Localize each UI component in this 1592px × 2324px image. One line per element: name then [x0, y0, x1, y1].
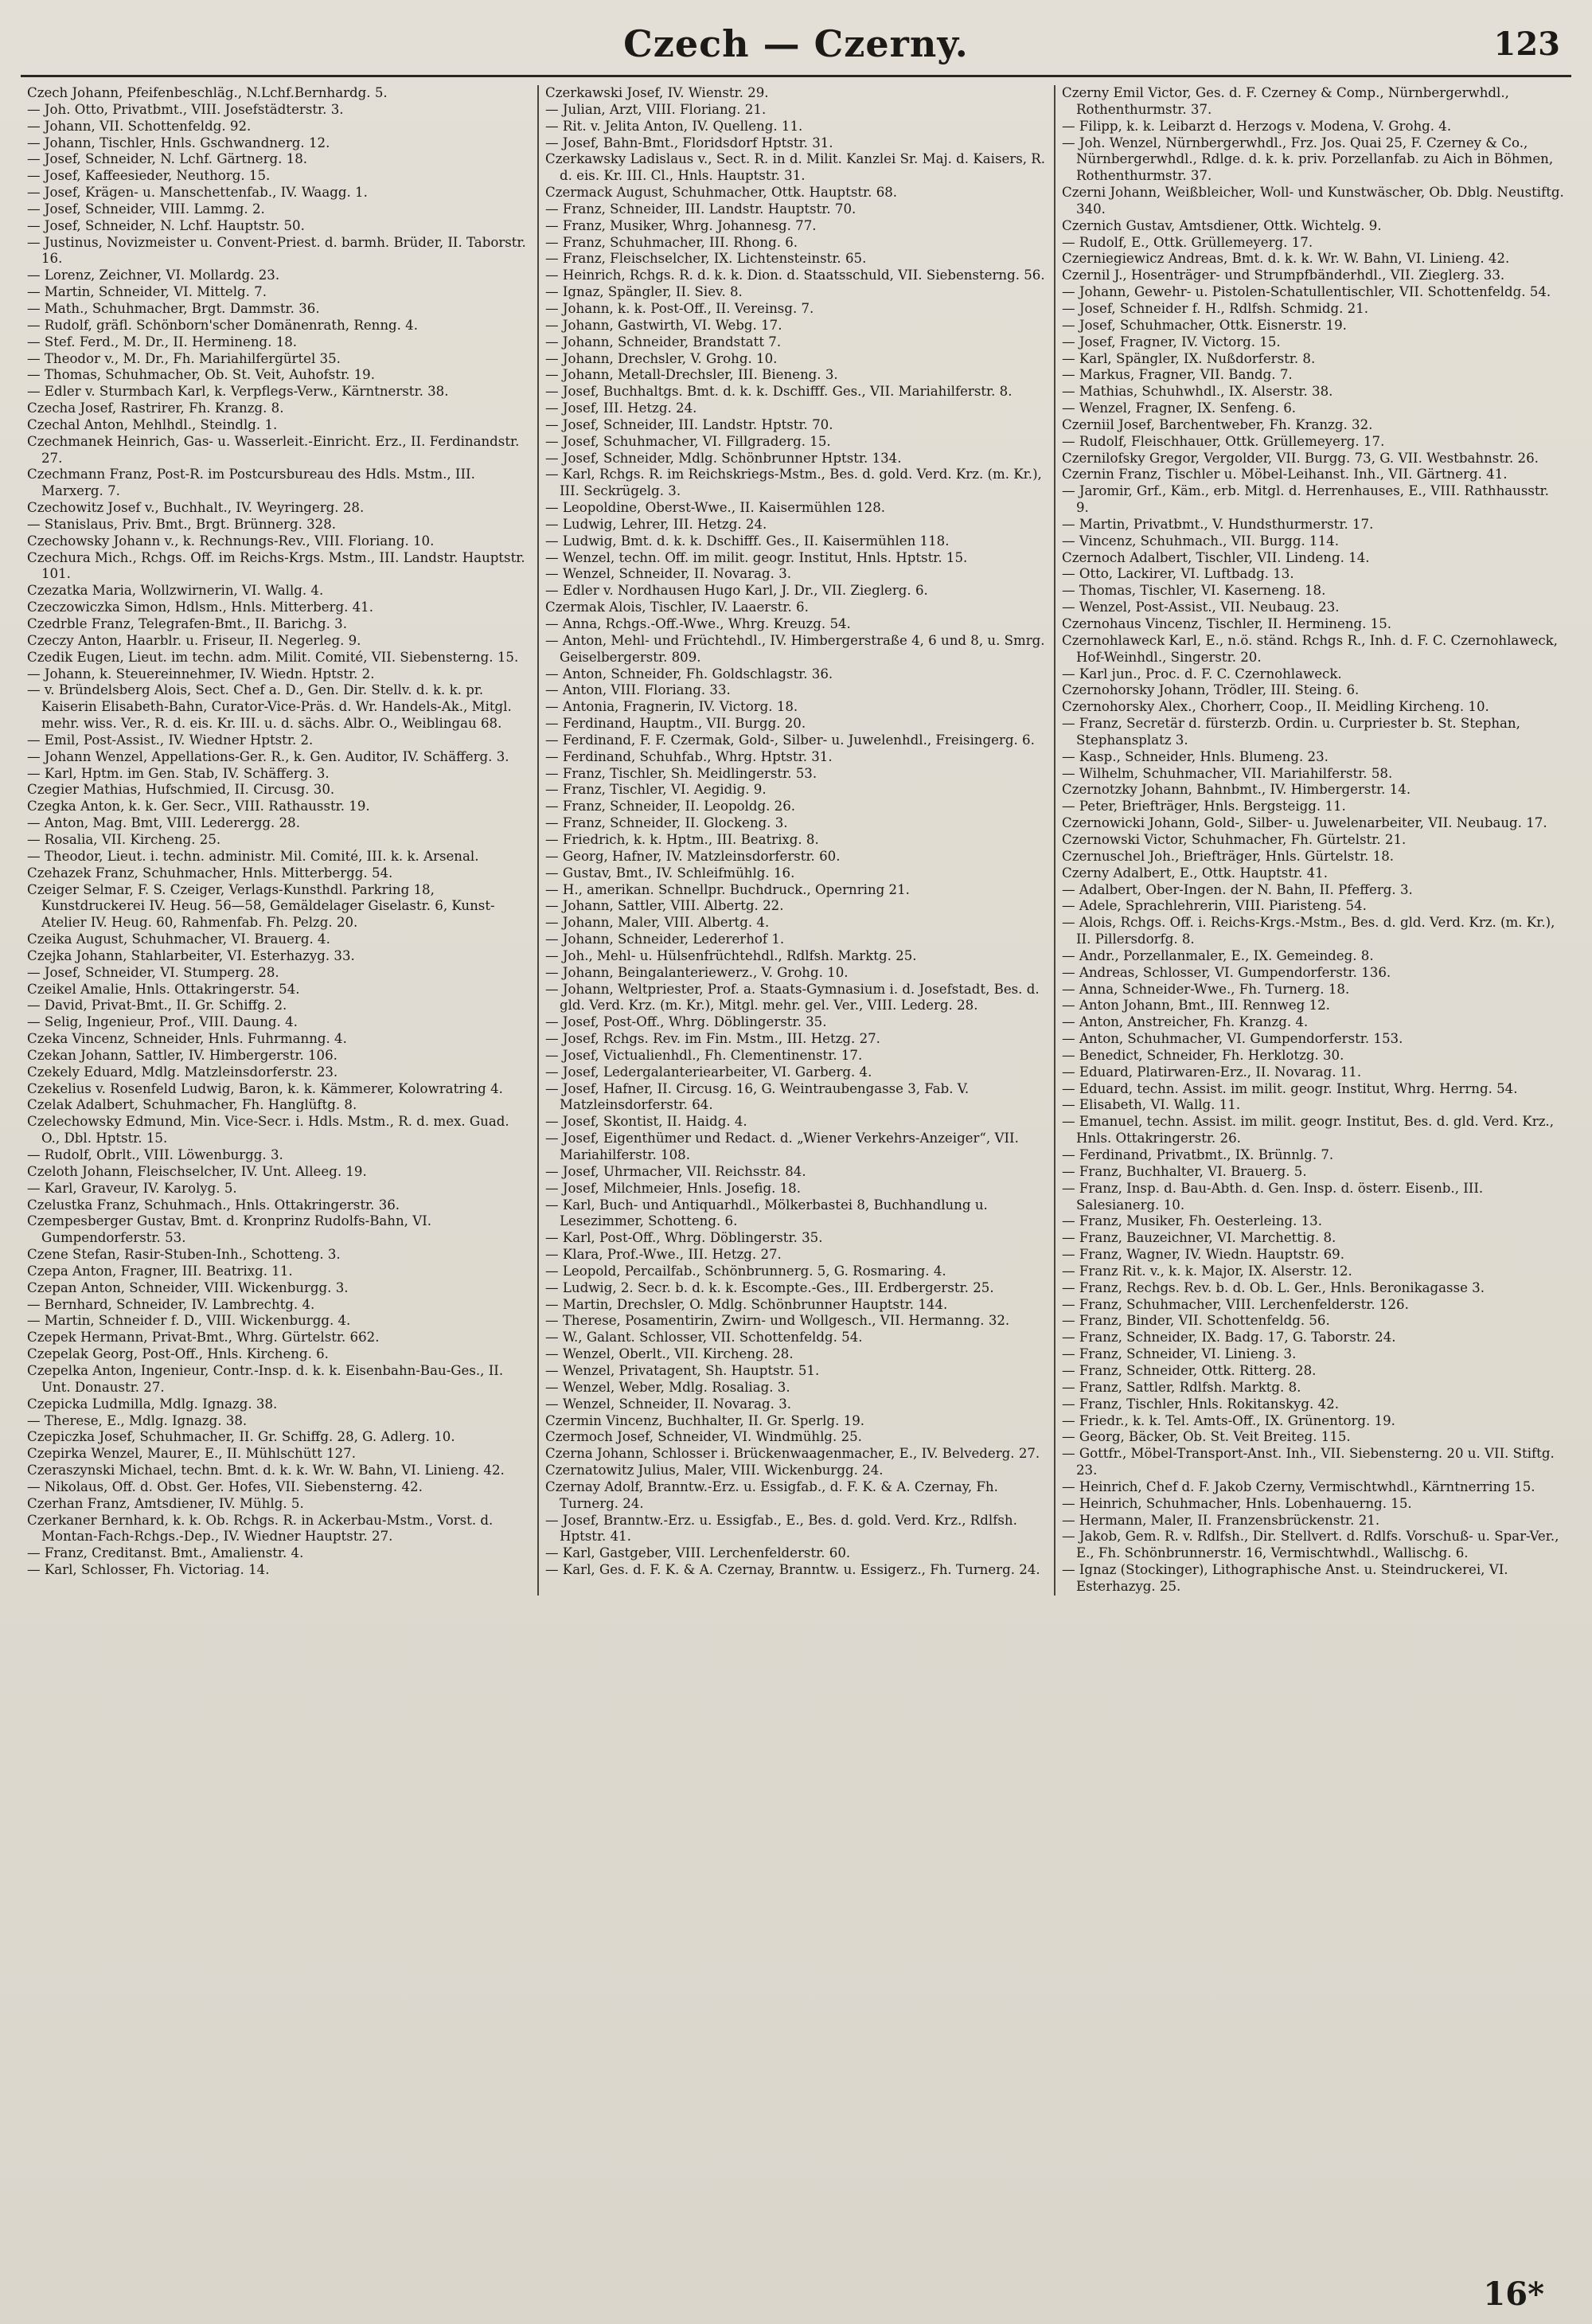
directory-entry: Czegier Mathias, Hufschmied, II. Circusg. 30. [27, 782, 335, 798]
column-middle [537, 85, 1054, 1596]
directory-entry: — Emanuel, techn. Assist. im milit. geogr. Institut, Bes. d. gld. Verd. Krz., Hnls. Ottakringerstr. 26. [1062, 1114, 1554, 1146]
directory-entry: — Georg, Hafner, IV. Matzleinsdorferstr. 60. [545, 848, 841, 864]
page-title: Czech — Czerny. [623, 22, 969, 65]
directory-entry: — Josef, Post-Off., Whrg. Döblingerstr. 35. [545, 1014, 827, 1030]
directory-entry: Czernich Gustav, Amtsdiener, Ottk. Wichtelg. 9. [1062, 217, 1382, 233]
directory-entry: — Franz, Sattler, Rdlfsh. Marktg. 8. [1062, 1379, 1301, 1395]
directory-entry: — Franz, Rechgs. Rev. b. d. Ob. L. Ger., Hnls. Beronikagasse 3. [1062, 1279, 1485, 1295]
directory-entry: Czepan Anton, Schneider, VIII. Wickenburgg. 3. [27, 1279, 349, 1295]
directory-entry: — Ludwig, Lehrer, III. Hetzg. 24. [545, 516, 767, 532]
directory-entry: Czeczowiczka Simon, Hdlsm., Hnls. Mitterberg. 41. [27, 600, 374, 615]
directory-entry: — Johann, Gastwirth, VI. Webg. 17. [545, 317, 782, 333]
directory-entry: — Edler v. Sturmbach Karl, k. Verpflegs-Verw., Kärntnerstr. 38. [27, 384, 449, 400]
directory-entry: — Franz, Schneider, II. Leopoldg. 26. [545, 799, 796, 814]
directory-entry: — W., Galant. Schlosser, VII. Schottenfeldg. 54. [545, 1330, 863, 1346]
directory-entry: — Johann, Tischler, Hnls. Gschwandnerg. 12. [27, 135, 330, 150]
directory-entry: — Josef, Bahn-Bmt., Floridsdorf Hptstr. 31. [545, 135, 833, 150]
directory-entry: — Karl, Rchgs. R. im Reichskriegs-Mstm., Bes. d. gold. Verd. Krz. (m. Kr.), III. Seckrügelg. 3. [545, 467, 1042, 499]
directory-entry: — Andreas, Schlosser, VI. Gumpendorferstr. 136. [1062, 964, 1391, 980]
directory-entry: — Johann, Weltpriester, Prof. a. Staats-Gymnasium i. d. Josefstadt, Bes. d. gld. Verd. Krz. (m. Kr.), Mitgl. mehr. gel. Ver., VIII. Lederg. 28. [545, 981, 1040, 1014]
directory-entry: — Mathias, Schuhwhdl., IX. Alserstr. 38. [1062, 384, 1333, 400]
directory-entry: Czernoch Adalbert, Tischler, VII. Lindeng. 14. [1062, 549, 1370, 565]
directory-entry: Czekan Johann, Sattler, IV. Himbergerstr. 106. [27, 1047, 338, 1063]
directory-entry: — Karl, Gastgeber, VIII. Lerchenfelderstr. 60. [545, 1545, 851, 1561]
directory-entry: — Jakob, Gem. R. v. Rdlfsh., Dir. Stellvert. d. Rdlfs. Vorschuß- u. Spar-Ver., E., Fh. Schönbrunnerstr. 16, Vermischtwhdl., Wallischg. 6. [1062, 1529, 1559, 1561]
directory-entry: — Rudolf, E., Ottk. Grüllemeyerg. 17. [1062, 234, 1313, 250]
directory-entry: Czechowitz Josef v., Buchhalt., IV. Weyringerg. 28. [27, 500, 365, 516]
directory-entry: — Ferdinand, Privatbmt., IX. Brünnlg. 7. [1062, 1147, 1334, 1162]
directory-entry: — Rosalia, VII. Kircheng. 25. [27, 831, 221, 847]
directory-entry: — Karl, Spängler, IX. Nußdorferstr. 8. [1062, 350, 1316, 366]
directory-entry: — Theodor, Lieut. i. techn. administr. Mil. Comité, III. k. k. Arsenal. [27, 848, 479, 864]
directory-entry: — Rit. v. Jelita Anton, IV. Quelleng. 11. [545, 118, 803, 134]
directory-entry: — Lorenz, Zeichner, VI. Mollardg. 23. [27, 268, 280, 283]
directory-entry: Czech Johann, Pfeifenbeschläg., N.Lchf.Bernhardg. 5. [27, 85, 388, 100]
directory-entry: — Anton, Mag. Bmt, VIII. Lederergg. 28. [27, 815, 300, 831]
directory-entry: — Leopold, Percailfab., Schönbrunnerg. 5, G. Rosmaring. 4. [545, 1263, 946, 1279]
directory-entry: — Ferdinand, Schuhfab., Whrg. Hptstr. 31. [545, 748, 833, 764]
directory-entry: Czepirka Wenzel, Maurer, E., II. Mühlschütt 127. [27, 1446, 356, 1462]
directory-entry: — Karl, Buch- und Antiquarhdl., Mölkerbastei 8, Buchhandlung u. Lesezimmer, Schotteng. 6. [545, 1197, 988, 1229]
directory-entry: — Josef, III. Hetzg. 24. [545, 400, 697, 416]
directory-entry: — Karl, Schlosser, Fh. Victoriag. 14. [27, 1562, 270, 1578]
directory-entry: — Josef, Schneider, III. Landstr. Hptstr. 70. [545, 416, 833, 432]
directory-entry: Czechal Anton, Mehlhdl., Steindlg. 1. [27, 416, 278, 432]
directory-entry: Czeczy Anton, Haarblr. u. Friseur, II. Negerleg. 9. [27, 632, 361, 648]
directory-entry: — Wenzel, techn. Off. im milit. geogr. Institut, Hnls. Hptstr. 15. [545, 549, 968, 565]
directory-entry: Czepicka Ludmilla, Mdlg. Ignazg. 38. [27, 1396, 278, 1412]
directory-entry: — Franz, Secretär d. fürsterzb. Ordin. u. Curpriester b. St. Stephan, Stephansplatz 3. [1062, 716, 1520, 748]
directory-entry: — Julian, Arzt, VIII. Floriang. 21. [545, 101, 767, 117]
directory-entry: — Georg, Bäcker, Ob. St. Veit Breiteg. 115. [1062, 1429, 1351, 1445]
directory-entry: Czejka Johann, Stahlarbeiter, VI. Esterhazyg. 33. [27, 947, 355, 963]
directory-entry: — Bernhard, Schneider, IV. Lambrechtg. 4. [27, 1296, 315, 1312]
directory-entry: — Theodor v., M. Dr., Fh. Mariahilfergürtel 35. [27, 350, 341, 366]
directory-entry: — Josef, Kaffeesieder, Neuthorg. 15. [27, 168, 271, 184]
directory-entry: — Josef, Buchhaltgs. Bmt. d. k. k. Dschifff. Ges., VII. Mariahilferstr. 8. [545, 384, 1013, 400]
directory-entry: — Filipp, k. k. Leibarzt d. Herzogs v. Modena, V. Grohg. 4. [1062, 118, 1452, 134]
directory-entry: — Anton, VIII. Floriang. 33. [545, 682, 731, 698]
directory-entry: — Johann, Schneider, Brandstatt 7. [545, 334, 782, 350]
directory-entry: — Josef, Schneider, VIII. Lammg. 2. [27, 201, 265, 217]
directory-entry: — Friedrich, k. k. Hptm., III. Beatrixg. 8. [545, 831, 819, 847]
directory-entry: — Franz, Tischler, Sh. Meidlingerstr. 53. [545, 765, 817, 781]
directory-entry: — Franz, Tischler, VI. Aegidig. 9. [545, 782, 767, 798]
directory-entry: — Franz, Musiker, Whrg. Johannesg. 77. [545, 217, 817, 233]
directory-entry: — David, Privat-Bmt., II. Gr. Schiffg. 2. [27, 998, 287, 1014]
directory-entry: — Therese, E., Mdlg. Ignazg. 38. [27, 1412, 248, 1428]
directory-entry: — Franz, Binder, VII. Schottenfeldg. 56. [1062, 1313, 1330, 1329]
directory-entry: Czermak Alois, Tischler, IV. Laaerstr. 6. [545, 600, 809, 615]
directory-entry: — Wenzel, Schneider, II. Novarag. 3. [545, 566, 792, 582]
directory-entry: — Johann, Metall-Drechsler, III. Bieneng. 3. [545, 367, 838, 383]
directory-entry: — Josef, Schneider, VI. Stumperg. 28. [27, 964, 279, 980]
directory-entry: Czechmann Franz, Post-R. im Postcursbureau des Hdls. Mstm., III. Marxerg. 7. [27, 467, 475, 499]
directory-entry: — Klara, Prof.-Wwe., III. Hetzg. 27. [545, 1247, 782, 1263]
directory-entry: Czeka Vincenz, Schneider, Hnls. Fuhrmanng. 4. [27, 1031, 347, 1047]
directory-entry: Czernatowitz Julius, Maler, VIII. Wickenburgg. 24. [545, 1463, 884, 1478]
directory-entry: — Andr., Porzellanmaler, E., IX. Gemeindeg. 8. [1062, 947, 1374, 963]
directory-entry: — Thomas, Schuhmacher, Ob. St. Veit, Auhofstr. 19. [27, 367, 376, 383]
directory-entry: Czempesberger Gustav, Bmt. d. Kronprinz Rudolfs-Bahn, VI. Gumpendorferstr. 53. [27, 1213, 432, 1246]
directory-entry: Czerna Johann, Schlosser i. Brückenwaagenmacher, E., IV. Belvederg. 27. [545, 1446, 1040, 1462]
page-number: 123 [1493, 25, 1560, 63]
directory-entry: Czechowsky Johann v., k. Rechnungs-Rev., VIII. Floriang. 10. [27, 533, 435, 549]
directory-entry: — Johann, VII. Schottenfeldg. 92. [27, 118, 252, 134]
directory-entry: Czepa Anton, Fragner, III. Beatrixg. 11. [27, 1263, 293, 1279]
directory-entry: — Therese, Posamentirin, Zwirn- und Wollgesch., VII. Hermanng. 32. [545, 1313, 1010, 1329]
directory-entry: Czeikel Amalie, Hnls. Ottakringerstr. 54. [27, 981, 300, 997]
directory-entry: Czerkaner Bernhard, k. k. Ob. Rchgs. R. in Ackerbau-Mstm., Vorst. d. Montan-Fach-Rchgs.-Dep., IV. Wiedner Hauptstr. 27. [27, 1512, 494, 1545]
directory-entry: — Joh. Wenzel, Nürnbergerwhdl., Frz. Jos. Quai 25, F. Czerney & Co., Nürnbergerwhdl., Rdlge. d. k. k. priv. Porzellanfab. zu Aich in Böhmen, Rothenthurmstr. 37. [1062, 135, 1554, 184]
directory-entry: — Josef, Uhrmacher, VII. Reichsstr. 84. [545, 1163, 806, 1179]
directory-entry: — Elisabeth, VI. Wallg. 11. [1062, 1097, 1241, 1113]
directory-entry: — Anton, Schneider, Fh. Goldschlagstr. 36. [545, 666, 833, 682]
directory-entry: — Karl, Hptm. im Gen. Stab, IV. Schäfferg. 3. [27, 765, 330, 781]
directory-entry: — Franz, Fleischselcher, IX. Lichtensteinstr. 65. [545, 251, 867, 267]
directory-entry: Czechmanek Heinrich, Gas- u. Wasserleit.-Einricht. Erz., II. Ferdinandstr. 27. [27, 433, 520, 466]
directory-entry: Czernohlaweck Karl, E., n.ö. ständ. Rchgs R., Inh. d. F. C. Czernohlaweck, Hof-Weinhdl., Singerstr. 20. [1062, 632, 1558, 665]
directory-entry: — Josef, Ledergalanteriearbeiter, VI. Garberg. 4. [545, 1064, 872, 1080]
directory-entry: — Johann, Drechsler, V. Grohg. 10. [545, 350, 778, 366]
directory-entry: Czernohaus Vincenz, Tischler, II. Hermineng. 15. [1062, 616, 1392, 631]
directory-entry: — Josef, Branntw.-Erz. u. Essigfab., E., Bes. d. gold. Verd. Krz., Rdlfsh. Hptstr. 41. [545, 1512, 1017, 1545]
directory-entry: — Ferdinand, F. F. Czermak, Gold-, Silber- u. Juwelenhdl., Freisingerg. 6. [545, 732, 1035, 748]
directory-entry: Czernohorsky Johann, Trödler, III. Steing. 6. [1062, 682, 1360, 698]
directory-entry: — Franz, Schneider, III. Landstr. Hauptstr. 70. [545, 201, 856, 217]
directory-entry: — Josef, Eigenthümer und Redact. d. „Wiener Verkehrs-Anzeiger“, VII. Mariahilferstr. 108. [545, 1131, 1019, 1162]
directory-entry: — Anton, Anstreicher, Fh. Kranzg. 4. [1062, 1014, 1309, 1030]
directory-entry: — Wenzel, Schneider, II. Novarag. 3. [545, 1396, 792, 1412]
directory-entry: — Franz, Schuhmacher, III. Rhong. 6. [545, 234, 798, 250]
directory-entry: — Heinrich, Chef d. F. Jakob Czerny, Vermischtwhdl., Kärntnerring 15. [1062, 1478, 1535, 1494]
directory-entry: Czerni Johann, Weißbleicher, Woll- und Kunstwäscher, Ob. Dblg. Neustiftg. 340. [1062, 185, 1564, 217]
directory-entry: — Josef, Schneider, N. Lchf. Gärtnerg. 18. [27, 151, 308, 167]
directory-entry: — Eduard, Platirwaren-Erz., II. Novarag. 11. [1062, 1064, 1362, 1080]
directory-entry: — Otto, Lackirer, VI. Luftbadg. 13. [1062, 566, 1294, 582]
directory-entry: — Stanislaus, Priv. Bmt., Brgt. Brünnerg. 328. [27, 516, 337, 532]
directory-entry: Czegka Anton, k. k. Ger. Secr., VIII. Rathausstr. 19. [27, 799, 370, 814]
directory-entry: — Selig, Ingenieur, Prof., VIII. Daung. 4. [27, 1014, 298, 1030]
directory-entry: Czernowski Victor, Schuhmacher, Fh. Gürtelstr. 21. [1062, 831, 1407, 847]
directory-entry: Czechura Mich., Rchgs. Off. im Reichs-Krgs. Mstm., III. Landstr. Hauptstr. 101. [27, 549, 525, 582]
directory-entry: — Wenzel, Fragner, IX. Senfeng. 6. [1062, 400, 1297, 416]
directory-entry: — Josef, Skontist, II. Haidg. 4. [545, 1114, 747, 1130]
directory-entry: — Franz, Schneider, IX. Badg. 17, G. Taborstr. 24. [1062, 1330, 1396, 1346]
directory-entry: Czekelius v. Rosenfeld Ludwig, Baron, k. k. Kämmerer, Kolowratring 4. [27, 1080, 503, 1096]
directory-entry: — Markus, Fragner, VII. Bandg. 7. [1062, 367, 1293, 383]
directory-entry: Czecha Josef, Rastrirer, Fh. Kranzg. 8. [27, 400, 284, 416]
directory-entry: — Josef, Victualienhdl., Fh. Clementinenstr. 17. [545, 1047, 863, 1063]
directory-entry: — Benedict, Schneider, Fh. Herklotzg. 30. [1062, 1047, 1344, 1063]
directory-entry: Czekely Eduard, Mdlg. Matzleinsdorferstr. 23. [27, 1064, 338, 1080]
directory-entry: — Martin, Schneider, VI. Mittelg. 7. [27, 284, 267, 300]
directory-entry: — Nikolaus, Off. d. Obst. Ger. Hofes, VII. Siebensterng. 42. [27, 1478, 423, 1494]
directory-entry: Czermoch Josef, Schneider, VI. Windmühlg. 25. [545, 1429, 862, 1445]
directory-entry: — Anton, Mehl- und Früchtehdl., IV. Himbergerstraße 4, 6 und 8, u. Smrg. Geiselbergerstr. 809. [545, 632, 1045, 665]
directory-entry: — Franz, Insp. d. Bau-Abth. d. Gen. Insp. d. österr. Eisenb., III. Salesianerg. 10. [1062, 1180, 1484, 1213]
directory-entry: — Justinus, Novizmeister u. Convent-Priest. d. barmh. Brüder, II. Taborstr. 16. [27, 234, 526, 267]
directory-entry: — Joh. Otto, Privatbmt., VIII. Josefstädterstr. 3. [27, 101, 344, 117]
directory-entry: — Josef, Schneider, N. Lchf. Hauptstr. 50. [27, 217, 305, 233]
directory-entry: — Josef, Fragner, IV. Victorg. 15. [1062, 334, 1281, 350]
directory-entry: — Adalbert, Ober-Ingen. der N. Bahn, II. Pfefferg. 3. [1062, 881, 1413, 897]
directory-entry: Czerny Emil Victor, Ges. d. F. Czerney & Comp., Nürnbergerwhdl., Rothenthurmstr. 37. [1062, 85, 1509, 117]
directory-entry: — Martin, Schneider f. D., VIII. Wickenburgg. 4. [27, 1313, 351, 1329]
directory-entry: — Math., Schuhmacher, Brgt. Dammstr. 36. [27, 300, 320, 316]
directory-entry: — Johann, Gewehr- u. Pistolen-Schatullentischler, VII. Schottenfeldg. 54. [1062, 284, 1551, 300]
directory-entry: — Alois, Rchgs. Off. i. Reichs-Krgs.-Mstm., Bes. d. gld. Verd. Krz. (m. Kr.), II. Pillersdorfg. 8. [1062, 915, 1555, 947]
directory-entry: Czerkawski Josef, IV. Wienstr. 29. [545, 85, 769, 100]
directory-entry: Czernohorsky Alex., Chorherr, Coop., II. Meidling Kircheng. 10. [1062, 699, 1489, 715]
directory-entry: — Vincenz, Schuhmach., VII. Burgg. 114. [1062, 533, 1339, 549]
directory-entry: Czernuschel Joh., Briefträger, Hnls. Gürtelstr. 18. [1062, 848, 1395, 864]
directory-entry: Czepelka Anton, Ingenieur, Contr.-Insp. d. k. k. Eisenbahn-Bau-Ges., II. Unt. Donaustr. 27. [27, 1362, 504, 1395]
directory-entry: — Franz, Creditanst. Bmt., Amalienstr. 4. [27, 1545, 304, 1561]
directory-entry: Czerniil Josef, Barchentweber, Fh. Kranzg. 32. [1062, 416, 1373, 432]
directory-entry: Czedrble Franz, Telegrafen-Bmt., II. Barichg. 3. [27, 616, 347, 631]
directory-entry: — Johann, k. Steuereinnehmer, IV. Wiedn. Hptstr. 2. [27, 666, 375, 682]
column-right [1054, 85, 1571, 1596]
directory-entry: — Thomas, Tischler, VI. Kaserneng. 18. [1062, 583, 1326, 599]
directory-entry: — Josef, Schuhmacher, Ottk. Eisnerstr. 19. [1062, 317, 1347, 333]
directory-entry: — Johann, Maler, VIII. Albertg. 4. [545, 915, 770, 931]
directory-entry: — Franz Rit. v., k. k. Major, IX. Alserstr. 12. [1062, 1263, 1352, 1279]
directory-entry: Czermack August, Schuhmacher, Ottk. Hauptstr. 68. [545, 185, 898, 201]
directory-entry: — Adele, Sprachlehrerin, VIII. Piaristeng. 54. [1062, 898, 1367, 914]
directory-entry: — Johann, Beingalanteriewerz., V. Grohg. 10. [545, 964, 849, 980]
directory-entry: — Rudolf, gräfl. Schönborn'scher Domänenrath, Renng. 4. [27, 317, 419, 333]
directory-entry: — Josef, Krägen- u. Manschettenfab., IV. Waagg. 1. [27, 185, 368, 201]
directory-entry: — Johann, Sattler, VIII. Albertg. 22. [545, 898, 784, 914]
directory-entry: — Anton Johann, Bmt., III. Rennweg 12. [1062, 998, 1330, 1014]
directory-entry: — Stef. Ferd., M. Dr., II. Hermineng. 18. [27, 334, 298, 350]
directory-entry: — Ignaz (Stockinger), Lithographische Anst. u. Steindruckerei, VI. Esterhazyg. 25. [1062, 1562, 1508, 1594]
directory-entry: — Peter, Briefträger, Hnls. Bergsteigg. 11. [1062, 799, 1346, 814]
directory-entry: Czelustka Franz, Schuhmach., Hnls. Ottakringerstr. 36. [27, 1197, 400, 1213]
directory-entry: Czeraszynski Michael, techn. Bmt. d. k. k. Wr. W. Bahn, VI. Linieng. 42. [27, 1463, 505, 1478]
directory-entry: Czernilofsky Gregor, Vergolder, VII. Burgg. 73, G. VII. Westbahnstr. 26. [1062, 450, 1539, 466]
directory-entry: — Ignaz, Spängler, II. Siev. 8. [545, 284, 743, 300]
directory-entry: — Josef, Hafner, II. Circusg. 16, G. Weintraubengasse 3, Fab. V. Matzleinsdorferstr. 64. [545, 1080, 970, 1113]
directory-entry: — Anna, Schneider-Wwe., Fh. Turnerg. 18. [1062, 981, 1350, 997]
directory-entry: Czernay Adolf, Branntw.-Erz. u. Essigfab., d. F. K. & A. Czernay, Fh. Turnerg. 24. [545, 1478, 998, 1511]
directory-entry: Czerkawsky Ladislaus v., Sect. R. in d. Milit. Kanzlei Sr. Maj. d. Kaisers, R. d. eis. Kr. III. Cl., Hnls. Hauptstr. 31. [545, 151, 1046, 184]
directory-entry: Czeika August, Schuhmacher, VI. Brauerg. 4. [27, 932, 330, 947]
directory-entry: — Franz, Schneider, Ottk. Ritterg. 28. [1062, 1362, 1317, 1378]
directory-entry: — Karl, Graveur, IV. Karolyg. 5. [27, 1180, 237, 1196]
directory-entry: — H., amerikan. Schnellpr. Buchdruck., Opernring 21. [545, 881, 910, 897]
directory-entry: Czedik Eugen, Lieut. im techn. adm. Milit. Comité, VII. Siebensterng. 15. [27, 649, 519, 665]
directory-entry: — Wilhelm, Schuhmacher, VII. Mariahilferstr. 58. [1062, 765, 1393, 781]
directory-entry: — Hermann, Maler, II. Franzensbrückenstr. 21. [1062, 1512, 1380, 1528]
directory-entry: — Franz, Schneider, VI. Linieng. 3. [1062, 1346, 1297, 1362]
directory-entry: Czeiger Selmar, F. S. Czeiger, Verlags-Kunsthdl. Parkring 18, Kunstdruckerei IV. Heug. 56—58, Gemäldelager Giselastr. 6, Kunst-Atelier IV. Heug. 60, Rahmenfab. Fh. Pelzg. 20. [27, 881, 495, 931]
directory-entry: — Josef, Schuhmacher, VI. Fillgraderg. 15. [545, 433, 831, 449]
directory-entry: — Ludwig, 2. Secr. b. d. k. k. Escompte.-Ges., III. Erdbergerstr. 25. [545, 1279, 994, 1295]
directory-entry: Czernil J., Hosenträger- und Strumpfbänderhdl., VII. Zieglerg. 33. [1062, 268, 1505, 283]
directory-entry: — Josef, Schneider, Mdlg. Schönbrunner Hptstr. 134. [545, 450, 902, 466]
directory-entry: Czezatka Maria, Wollzwirnerin, VI. Wallg. 4. [27, 583, 324, 599]
directory-entry: — Antonia, Fragnerin, IV. Victorg. 18. [545, 699, 798, 715]
directory-entry: Czepelak Georg, Post-Off., Hnls. Kircheng. 6. [27, 1346, 329, 1362]
directory-entry: Czelechowsky Edmund, Min. Vice-Secr. i. Hdls. Mstm., R. d. mex. Guad. O., Dbl. Hptstr. 15. [27, 1114, 509, 1146]
directory-entry: — Karl, Post-Off., Whrg. Döblingerstr. 35. [545, 1230, 823, 1246]
directory-entry: — Eduard, techn. Assist. im milit. geogr. Institut, Whrg. Herrng. 54. [1062, 1080, 1518, 1096]
directory-entry: — Martin, Drechsler, O. Mdlg. Schönbrunner Hauptstr. 144. [545, 1296, 948, 1312]
directory-entry: — Johann Wenzel, Appellations-Ger. R., k. Gen. Auditor, IV. Schäfferg. 3. [27, 748, 509, 764]
directory-entry: — Jaromir, Grf., Käm., erb. Mitgl. d. Herrenhauses, E., VIII. Rathhausstr. 9. [1062, 483, 1549, 516]
directory-entry: — Anton, Schuhmacher, VI. Gumpendorferstr. 153. [1062, 1031, 1403, 1047]
directory-entry: — Franz, Bauzeichner, VI. Marchettig. 8. [1062, 1230, 1336, 1246]
directory-entry: — Gustav, Bmt., IV. Schleifmühlg. 16. [545, 865, 795, 881]
directory-entry: — Franz, Buchhalter, VI. Brauerg. 5. [1062, 1163, 1307, 1179]
directory-entry: — Wenzel, Oberlt., VII. Kircheng. 28. [545, 1346, 794, 1362]
column-left [21, 85, 537, 1596]
directory-entry: — Kasp., Schneider, Hnls. Blumeng. 23. [1062, 748, 1329, 764]
directory-entry: — Josef, Milchmeier, Hnls. Josefig. 18. [545, 1180, 802, 1196]
directory-entry: — Leopoldine, Oberst-Wwe., II. Kaisermühlen 128. [545, 500, 886, 516]
directory-entry: Czehazek Franz, Schuhmacher, Hnls. Mitterbergg. 54. [27, 865, 393, 881]
directory-entry: Czerhan Franz, Amtsdiener, IV. Mühlg. 5. [27, 1495, 304, 1511]
directory-entry: — v. Bründelsberg Alois, Sect. Chef a. D., Gen. Dir. Stellv. d. k. k. pr. Kaiserin Elisabeth-Bahn, Curator-Vice-Präs. d. Wr. Handels-Ak., Mitgl. mehr. wiss. Ver., R. d. eis. Kr. III. u. d. sächs. Albr. O., Weiblingau 68. [27, 682, 512, 732]
directory-entry: — Edler v. Nordhausen Hugo Karl, J. Dr., VII. Zieglerg. 6. [545, 583, 928, 599]
directory-entry: Czermin Vincenz, Buchhalter, II. Gr. Sperlg. 19. [545, 1412, 865, 1428]
directory-entry: — Gottfr., Möbel-Transport-Anst. Inh., VII. Siebensterng. 20 u. VII. Stiftg. 23. [1062, 1446, 1555, 1478]
directory-entry: Czene Stefan, Rasir-Stuben-Inh., Schotteng. 3. [27, 1247, 341, 1263]
directory-entry: — Franz, Tischler, Hnls. Rokitanskyg. 42. [1062, 1396, 1339, 1412]
directory-entry: — Ludwig, Bmt. d. k. k. Dschifff. Ges., II. Kaisermühlen 118. [545, 533, 950, 549]
directory-entry: Czernotzky Johann, Bahnbmt., IV. Himbergerstr. 14. [1062, 782, 1411, 798]
directory-entry: Czelak Adalbert, Schuhmacher, Fh. Hanglüftg. 8. [27, 1097, 357, 1113]
directory-entry: — Franz, Musiker, Fh. Oesterleing. 13. [1062, 1213, 1323, 1229]
directory-entry: — Franz, Schneider, II. Glockeng. 3. [545, 815, 788, 831]
directory-entry: Czeloth Johann, Fleischselcher, IV. Unt. Alleeg. 19. [27, 1163, 367, 1179]
directory-entry: Czernowicki Johann, Gold-, Silber- u. Juwelenarbeiter, VII. Neubaug. 17. [1062, 815, 1547, 831]
directory-entry: — Heinrich, Rchgs. R. d. k. k. Dion. d. Staatsschuld, VII. Siebensterng. 56. [545, 268, 1045, 283]
directory-entry: — Wenzel, Privatagent, Sh. Hauptstr. 51. [545, 1362, 820, 1378]
directory-entry: — Ferdinand, Hauptm., VII. Burgg. 20. [545, 716, 806, 732]
directory-entry: — Johann, k. k. Post-Off., II. Vereinsg. 7. [545, 300, 814, 316]
directory-entry: — Wenzel, Post-Assist., VII. Neubaug. 23. [1062, 600, 1340, 615]
directory-entry: — Heinrich, Schuhmacher, Hnls. Lobenhauerng. 15. [1062, 1495, 1412, 1511]
directory-entry: Czepiczka Josef, Schuhmacher, II. Gr. Schiffg. 28, G. Adlerg. 10. [27, 1429, 455, 1445]
directory-entry: Czernin Franz, Tischler u. Möbel-Leihanst. Inh., VII. Gärtnerg. 41. [1062, 467, 1508, 482]
page-header [21, 18, 1571, 77]
directory-entry: — Josef, Rchgs. Rev. im Fin. Mstm., III. Hetzg. 27. [545, 1031, 880, 1047]
directory-entry: — Franz, Schuhmacher, VIII. Lerchenfelderstr. 126. [1062, 1296, 1409, 1312]
directory-entry: — Joh., Mehl- u. Hülsenfrüchtehdl., Rdlfsh. Marktg. 25. [545, 947, 917, 963]
directory-entry: — Josef, Schneider f. H., Rdlfsh. Schmidg. 21. [1062, 300, 1369, 316]
directory-entry: — Karl, Ges. d. F. K. & A. Czernay, Branntw. u. Essigerz., Fh. Turnerg. 24. [545, 1562, 1040, 1578]
directory-entry: — Wenzel, Weber, Mdlg. Rosaliag. 3. [545, 1379, 790, 1395]
directory-entry: — Rudolf, Obrlt., VIII. Löwenburgg. 3. [27, 1147, 283, 1162]
directory-entry: Czepek Hermann, Privat-Bmt., Whrg. Gürtelstr. 662. [27, 1330, 380, 1346]
directory-entry: — Karl jun., Proc. d. F. C. Czernohlaweck. [1062, 666, 1342, 682]
directory-entry: — Emil, Post-Assist., IV. Wiedner Hptstr. 2. [27, 732, 314, 748]
directory-entry: — Franz, Wagner, IV. Wiedn. Hauptstr. 69. [1062, 1247, 1344, 1263]
directory-entry: — Anna, Rchgs.-Off.-Wwe., Whrg. Kreuzg. 54. [545, 616, 851, 631]
directory-entry: — Martin, Privatbmt., V. Hundsthurmerstr. 17. [1062, 516, 1374, 532]
directory-entry: — Rudolf, Fleischhauer, Ottk. Grüllemeyerg. 17. [1062, 433, 1385, 449]
printer-signature: 16* [1483, 2275, 1544, 2313]
columns [21, 85, 1571, 1596]
directory-entry: — Johann, Schneider, Ledererhof 1. [545, 932, 785, 947]
directory-entry: — Friedr., k. k. Tel. Amts-Off., IX. Grünentorg. 19. [1062, 1412, 1395, 1428]
directory-entry: Czerny Adalbert, E., Ottk. Hauptstr. 41. [1062, 865, 1328, 881]
directory-entry: Czerniegiewicz Andreas, Bmt. d. k. k. Wr. W. Bahn, VI. Linieng. 42. [1062, 251, 1510, 267]
